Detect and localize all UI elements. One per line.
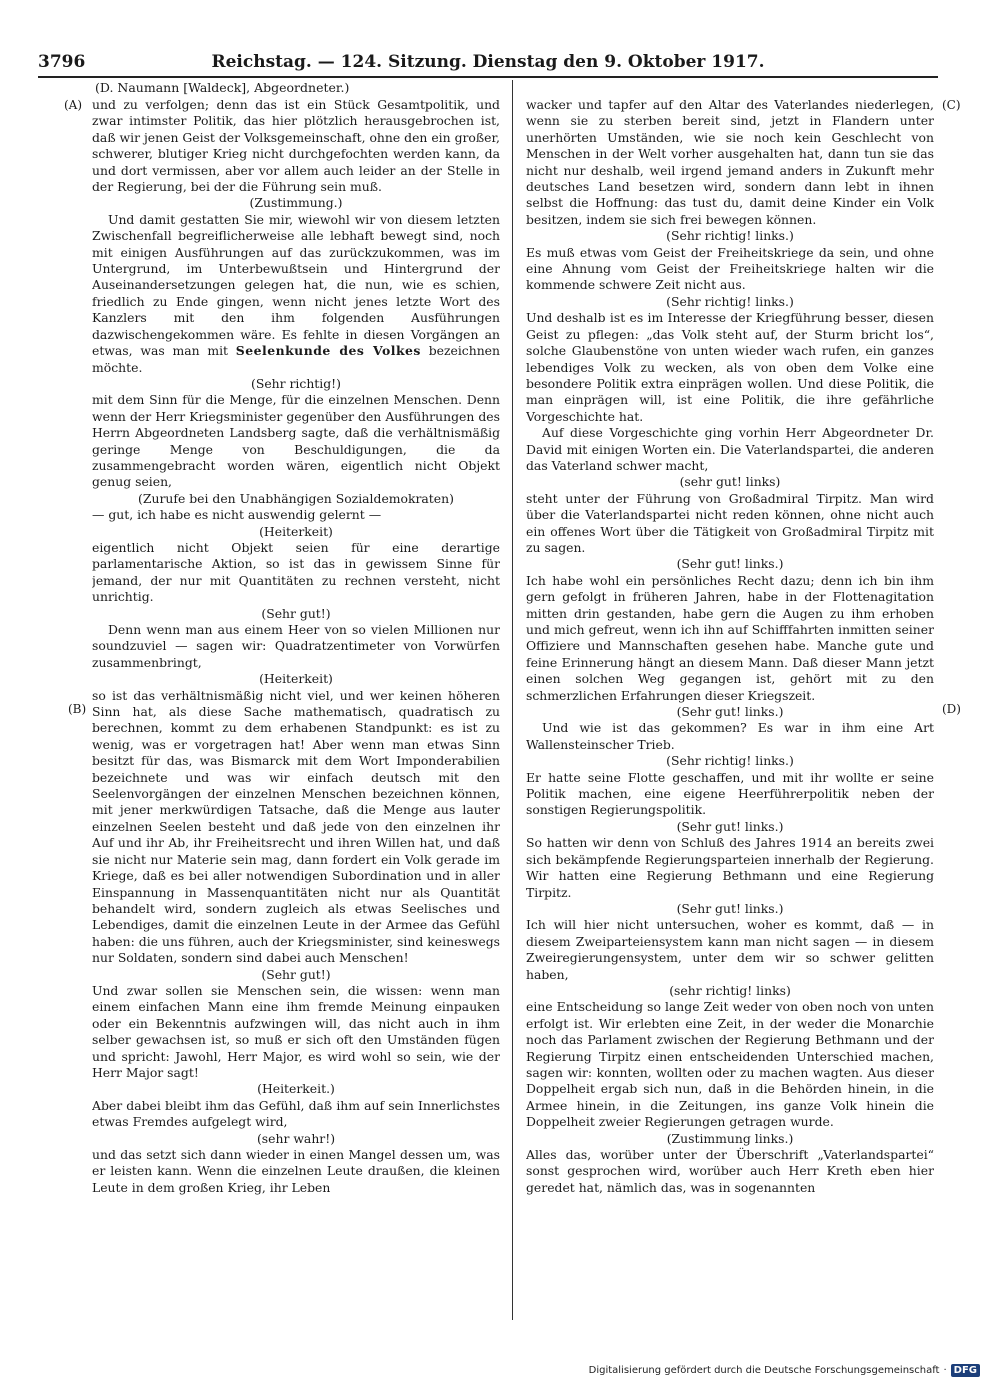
interjection: (sehr gut! links) <box>679 474 781 490</box>
margin-marker-b: (B) <box>68 702 87 716</box>
footer-credit: Digitalisierung gefördert durch die Deutsche Forschungsgemeinschaft · DFG <box>589 1364 980 1377</box>
interjection: (Sehr gut! links.) <box>676 818 784 834</box>
paragraph: eigentlich nicht Objekt seien für eine derartige parlamentarische Aktion, so ist das in gewissem Sinne für jemand, der nur mit Quantitäten zu rechnen versteht, nicht unrichtig. <box>92 539 500 605</box>
paragraph: Er hatte seine Flotte geschaffen, und mit ihr wollte er seine Politik machen, eine eigene Heerführerpolitik neben der sonstigen Regierungspolitik. <box>526 769 934 818</box>
paragraph: Denn wenn man aus einem Heer von so vielen Millionen nur soundzuviel — sagen wir: Quadratzentimeter von Vorwürfen zusammenbringt, <box>92 622 500 670</box>
dfg-logo-icon: DFG <box>951 1364 980 1377</box>
margin-marker-d: (D) <box>942 702 961 716</box>
paragraph: mit dem Sinn für die Menge, für die einzelnen Menschen. Denn wenn der Herr Kriegsminister gegenüber den Ausführungen des Herrn Abgeordneten Landsberg sagte, daß die verhältnismäßig geringe Menge von Beschuldigungen, die da zusammengebracht worden wären, eigentlich nicht Objekt genug seien, <box>92 392 500 490</box>
interjection: (Heiterkeit) <box>259 523 333 539</box>
interjection: (Sehr gut! links.) <box>676 556 784 572</box>
page-header <box>38 52 938 78</box>
interjection: (Zustimmung.) <box>249 195 343 211</box>
page-number: 3796 <box>38 52 86 72</box>
interjection: (Sehr richtig! links.) <box>666 293 794 309</box>
paragraph-text: bezeichnen möchte. <box>92 343 500 375</box>
column-divider <box>512 80 513 1320</box>
right-column <box>526 97 934 1317</box>
interjection: (Heiterkeit.) <box>257 1081 335 1097</box>
paragraph-text: Und damit gestatten Sie mir, wiewohl wir von diesem letzten Zwischenfall begreiflicherweise alle lebhaft bewegt sind, noch mit einigen Ausführungen auf das zurückzukommen, was im Untergrund, im Unterbewußtsein und Hintergrund der Auseinandersetzungen gelegen hat, die nun, wie es schien, friedlich zu Ende gingen, wenn nicht jenes letzte Wort des Kanzlers mit den ihm folgenden Ausführungen dazwischengekommen wäre. Es fehlte in diesen Vorgängen an etwas, was man mit <box>92 211 500 359</box>
interjection: (sehr richtig! links) <box>669 982 791 998</box>
footer-text: Digitalisierung gefördert durch die Deutsche Forschungsgemeinschaft <box>588 1365 940 1376</box>
interjection: (Sehr richtig! links.) <box>666 228 794 244</box>
interjection: (Zustimmung links.) <box>666 1130 794 1146</box>
margin-marker-c: (C) <box>942 98 961 112</box>
margin-marker-a: (A) <box>64 98 83 112</box>
paragraph: so ist das verhältnismäßig nicht viel, und wer keinen höheren Sinn hat, als diese Sache mathematisch, quadratisch zu berechnen, kommt zu dem erhabenen Standpunkt: es ist zu wenig, was er vorgetragen hat! Aber wenn man etwas Sinn besitzt für das, was Bismarck mit dem Wort Imponderabilien bezeichnete und was wir einfach deutsch mit den Seelenvorgängen der einzelnen Menschen bezeichnen können, mit jener merkwürdigen Tatsache, daß die Menge aus lauter einzelnen Seelen besteht und daß jede von den einzelnen ihr Auf und ihr Ab, ihr Freiheitsrecht und ihren Willen hat, und daß sie nicht nur Materie sein mag, dann fordert ein Volk gerade im Kriege, daß es bei aller notwendigen Subordination und in aller Einspannung in Massenquantitäten nicht nur als Quantität behandelt wird, sondern zugleich als etwas Seelisches und Lebendiges, damit die einzelnen Leute in der Armee das Gefühl haben: die uns führen, auch der Kriegsminister, sind keineswegs nur Soldaten, sondern sind dabei auch Menschen! <box>92 687 500 966</box>
paragraph: Aber dabei bleibt ihm das Gefühl, daß ihm auf sein Innerlichstes etwas Fremdes aufgelegt wird, <box>92 1097 500 1130</box>
paragraph: wacker und tapfer auf den Altar des Vaterlandes niederlegen, wenn sie zu sterben bereit sind, jetzt in Flandern unter unerhörten Umständen, wie sie noch kein Geschlecht von Menschen in der Welt vorher ausgehalten hat, dann tun sie das nicht nur deshalb, weil irgend jemand anders in Zukunft mehr deutsches Land besetzen wird, sondern dann lebt in ihnen selbst die Hoffnung: das tust du, damit deine Kinder ein Volk besitzen, indem sie sich frei bewegen können. <box>526 97 934 227</box>
left-column <box>92 97 500 1317</box>
paragraph: Und zwar sollen sie Menschen sein, die wissen: wenn man einem einfachen Mann eine ihm fremde Meinung einpauken oder ein Bekenntnis aufzwingen will, das nicht auch in ihm selber gewachsen ist, so muß er sich oft den Umständen fügen und spricht: Jawohl, Herr Major, es wird wohl so sein, wie der Herr Major sagt! <box>92 982 500 1080</box>
paragraph: Und wie ist das gekommen? Es war in ihm eine Art Wallensteinscher Trieb. <box>526 720 934 752</box>
paragraph: Es muß etwas vom Geist der Freiheitskriege da sein, und ohne eine Ahnung vom Geist der Freiheitskriege halten wir die kommende schwere Zeit nicht aus. <box>526 244 934 293</box>
interjection: (Sehr gut! links.) <box>676 704 784 720</box>
paragraph: eine Entscheidung so lange Zeit weder von oben noch von unten erfolgt ist. Wir erlebten eine Zeit, in der weder die Monarchie noch das Parlament zwischen der Regierung Bethmann und der Regierung Tirpitz einen entscheidenden Unterschied machen, sagen wir: konnten, wollten oder zu machen wagten. Aus dieser Doppelheit ergab sich nun, daß in die Behörden hinein, in die Armee hinein, in die Zeitungen, ins ganze Volk hinein die Doppelheit zweier Regierungen getragen wurde. <box>526 999 934 1130</box>
paragraph: und das setzt sich dann wieder in einen Mangel dessen um, was er leisten kann. Wenn die einzelnen Leute draußen, die kleinen Leute in dem großen Krieg, ihr Leben <box>92 1147 500 1195</box>
paragraph <box>92 212 500 376</box>
interjection: (Sehr gut!) <box>261 966 331 982</box>
paragraph: Ich will hier nicht untersuchen, woher es kommt, daß — in diesem Zweiparteiensystem kann man nicht sagen — in diesem Zweiregierungensystem, unter dem wir so schwer gelitten haben, <box>526 917 934 982</box>
emphasized-term: Seelenkunde des Volkes <box>235 343 421 359</box>
interjection: (Sehr gut! links.) <box>676 900 784 916</box>
speaker-byline: (D. Naumann [Waldeck], Abgeordneter.) <box>95 80 350 95</box>
paragraph: Ich habe wohl ein persönliches Recht dazu; denn ich bin ihm gern gefolgt in früheren Jahren, habe in der Flottenagitation mitten drin gestanden, habe gern die Augen zu ihm erhoben und mich gefreut, wenn ich ihn auf Schifffahrten inmitten seiner Offiziere und Mannschaften gesehen habe. Manche gute und feine Erinnerung hängt an diesem Mann. Daß dieser Mann jetzt einen solchen Weg gegangen ist, gehört mit zu den schmerzlichen Erfahrungen dieser Kriegszeit. <box>526 572 934 703</box>
interjection: (Sehr richtig!) <box>251 375 341 391</box>
interjection: (Heiterkeit) <box>259 671 333 687</box>
running-title: Reichstag. — 124. Sitzung. Dienstag den 9. Oktober 1917. <box>211 52 765 72</box>
paragraph: und zu verfolgen; denn das ist ein Stück Gesamtpolitik, und zwar intimster Politik, das hier plötzlich herausgebrochen ist, daß wir jenen Geist der Volksgemeinschaft, ohne den ein großer, schwerer, blutiger Krieg nicht durchgefochten werden kann, da und dort vermissen, aber vor allem auch leider an der Stelle in der Regierung, bei der die Führung sein muß. <box>92 97 500 195</box>
interjection: (sehr wahr!) <box>256 1130 336 1146</box>
interjection: (Sehr gut!) <box>261 605 331 621</box>
paragraph: So hatten wir denn von Schluß des Jahres 1914 an bereits zwei sich bekämpfende Regierungsparteien innerhalb der Regierung. Wir hatten eine Regierung Bethmann und eine Regierung Tirpitz. <box>526 835 934 900</box>
paragraph: — gut, ich habe es nicht auswendig gelernt — <box>92 507 382 523</box>
interjection: (Sehr richtig! links.) <box>666 753 794 769</box>
paragraph: Und deshalb ist es im Interesse der Kriegführung besser, diesen Geist zu pflegen: „das Volk steht auf, der Sturm bricht los“, solche Glaubenstöne von unten wieder wach rufen, ein ganzes lebendiges Volk zu wecken, als von oben dem Volke eine besondere Politik extra einprägen wollen. Und diese Politik, die man einprägen will, ist eine Politik, die ihre gefährliche Vorgeschichte hat. <box>526 310 934 424</box>
interjection: (Zurufe bei den Unabhängigen Sozialdemokraten) <box>138 490 454 506</box>
paragraph: Auf diese Vorgeschichte ging vorhin Herr Abgeordneter Dr. David mit einigen Worten ein. Die Vaterlandspartei, die anderen das Vaterland schwer macht, <box>526 425 934 473</box>
paragraph: steht unter der Führung von Großadmiral Tirpitz. Man wird über die Vaterlandspartei nicht reden können, ohne nicht auch ein offenes Wort über die Tätigkeit von Großadmiral Tirpitz mit zu sagen. <box>526 490 934 555</box>
paragraph: Alles das, worüber unter der Überschrift „Vaterlandspartei“ sonst gesprochen wird, worüber auch Herr Kreth eben hier geredet hat, nämlich das, was in sogenannten <box>526 1147 934 1195</box>
